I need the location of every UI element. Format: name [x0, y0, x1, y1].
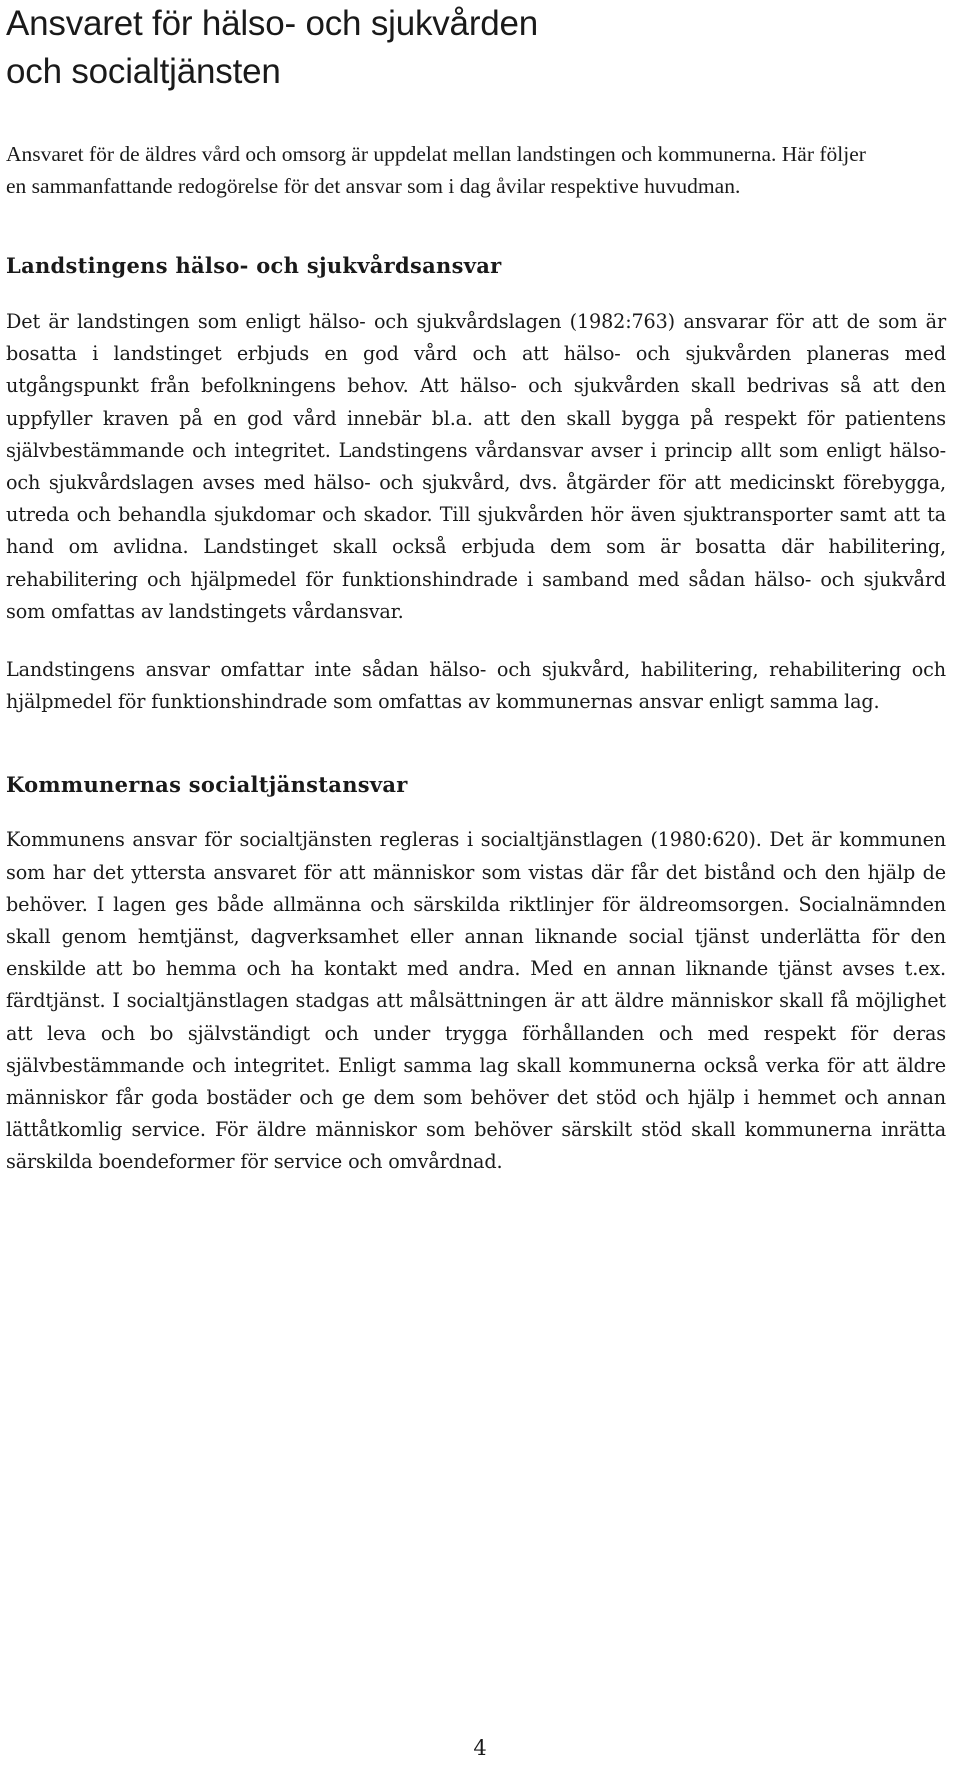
document-page	[6, 0, 946, 1179]
page-title-line-2: och socialtjänsten	[6, 52, 281, 91]
kommun-paragraph-1: Kommunens ansvar för socialtjänsten regleras i socialtjänstlagen (1980:620). Det är kommunen som har det yttersta ansvaret för att människor som vistas där får det bistånd och den hjälp de behöver. I lagen ges både allmänna och särskilda riktlinjer för äldreomsorgen. Socialnämnden skall genom hemtjänst, dagverksamhet eller annan liknande social tjänst underlätta för den enskilde att bo hemma och ha kontakt med andra. Med en annan liknande tjänst avses t.ex. färdtjänst. I socialtjänstlagen stadgas att målsättningen är att äldre människor skall få möjlighet att leva och bo självständigt och under trygga förhållanden och med respekt för deras självbestämmande och integritet. Enligt samma lag skall kommunerna också verka för att äldre människor får goda bostäder och ge dem som behöver det stöd och hjälp i hemmet och annan lättåtkomlig service. För äldre människor som behöver särskilt stöd skall kommunerna inrätta särskilda boendeformer för service och omvårdnad.	[6, 828, 946, 1174]
page-title	[6, 0, 946, 96]
page-title-line-1: Ansvaret för hälso- och sjukvården	[6, 4, 539, 43]
page-number-value: 4	[473, 1736, 487, 1760]
landsting-paragraph-1: Det är landstingen som enligt hälso- och sjukvårdslagen (1982:763) ansvarar för att de som är bosatta i landstinget erbjuds en god vård och att hälso- och sjukvården planeras med utgångspunkt från befolkningens behov. Att hälso- och sjukvården skall bedrivas så att den uppfyller kraven på en god vård innebär bl.a. att den skall bygga på respekt för patientens självbestämmande och integritet. Landstingens vårdansvar avser i princip allt som enligt hälso- och sjukvårdslagen avses med hälso- och sjukvård, dvs. åtgärder för att medicinskt förebygga, utreda och behandla sjukdomar och skador. Till sjukvården hör även sjuktransporter samt att ta hand om avlidna. Landstinget skall också erbjuda dem som är bosatta där habilitering, rehabilitering och hjälpmedel för funktionshindrade i samband med sådan hälso- och sjukvård som omfattas av landstingets vårdansvar.	[6, 310, 946, 623]
landsting-paragraph-2: Landstingens ansvar omfattar inte sådan hälso- och sjukvård, habilitering, rehabilitering och hjälpmedel för funktionshindrade som omfattas av kommunernas ansvar enligt samma lag.	[6, 658, 946, 714]
page-number	[0, 1733, 960, 1763]
section-heading-landsting: Landstingens hälso- och sjukvårdsansvar	[6, 253, 502, 278]
intro-paragraph: Ansvaret för de äldres vård och omsorg är uppdelat mellan landstingen och kommunerna. Här följer en sammanfattande redogörelse för det ansvar som i dag åvilar respektive huvudman.	[6, 142, 866, 198]
section-heading-kommun: Kommunernas socialtjänstansvar	[6, 772, 408, 798]
